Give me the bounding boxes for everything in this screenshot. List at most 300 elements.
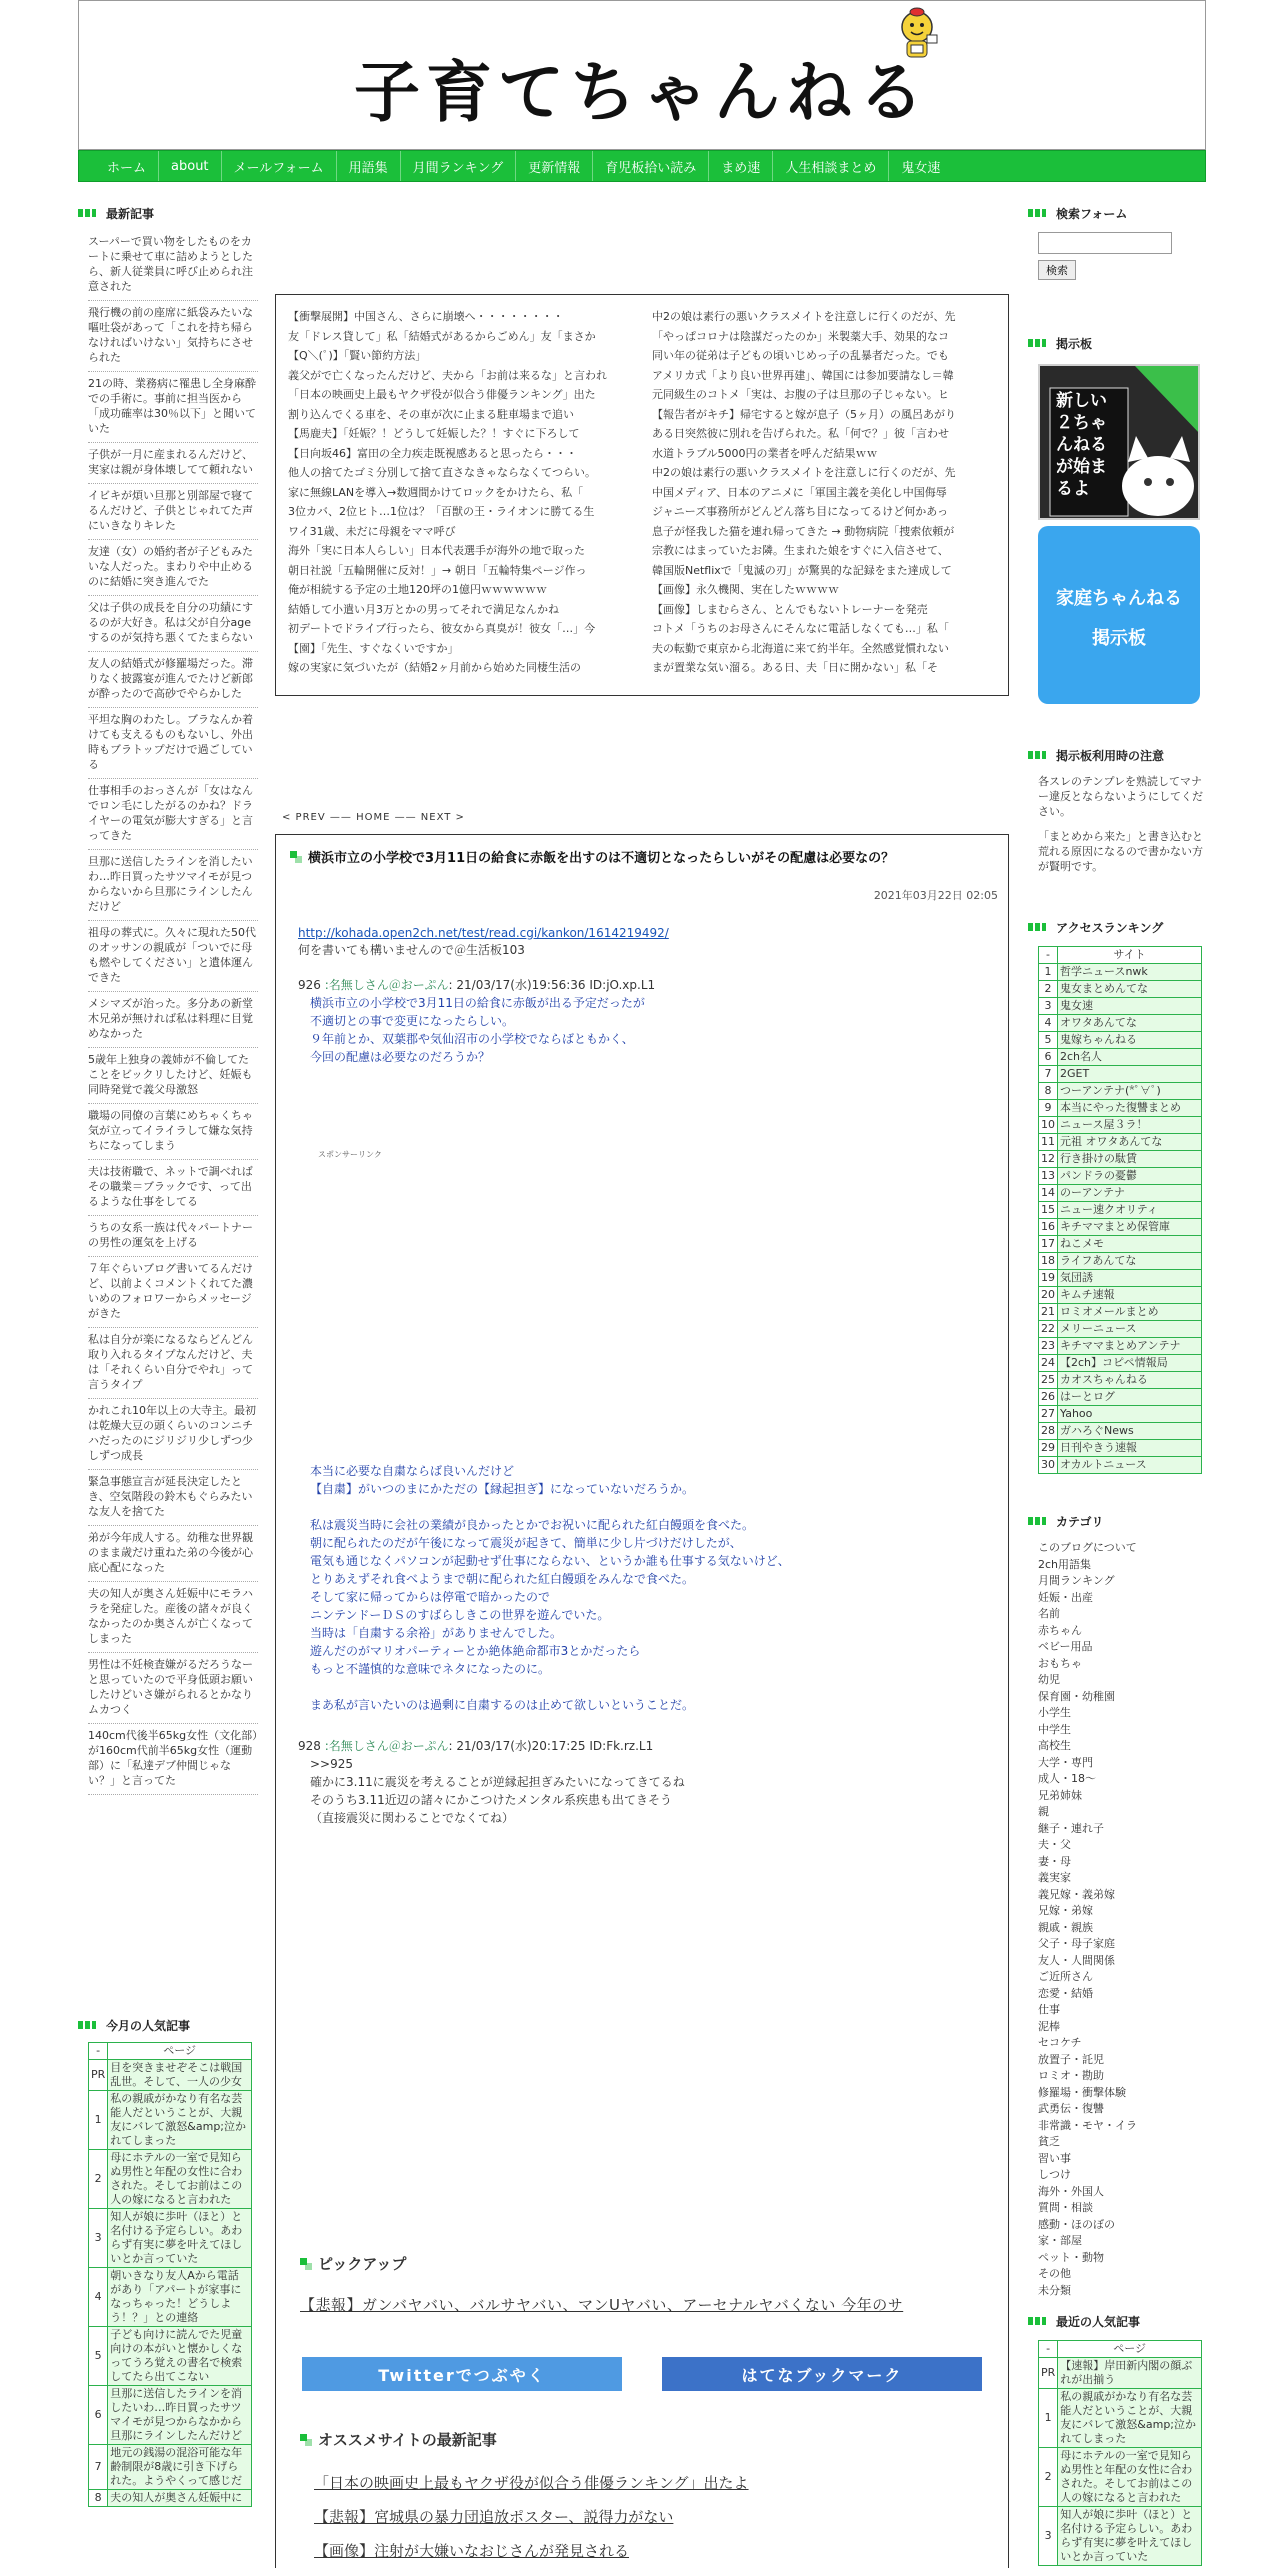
rank-link[interactable]: 気団誘 xyxy=(1058,1270,1202,1287)
notice-text-1: 各スレのテンプレを熟読してマナー違反とならないようにしてください。 xyxy=(1038,775,1203,818)
res-header xyxy=(298,977,988,994)
rss-item[interactable]: 義父がで亡くなったんだけど、夫から「お前は来るな」と言われ xyxy=(288,368,607,382)
category-section xyxy=(1028,1512,1206,2299)
res-line: 横浜市立の小学校で3月11日の給食に赤飯が出る予定だったが xyxy=(310,996,645,1010)
latest-article-link[interactable]: 友達（女）の婚約者が子どもみたいな人だった。まわりや中止めるのに結婚に突き進んでた xyxy=(88,540,258,596)
col-header: - xyxy=(1039,2341,1058,2358)
res-line: 本当に必要な自粛ならば良いんだけど xyxy=(310,1464,515,1478)
rank-link[interactable]: 知人が娘に歩叶（ほと）と名付ける予定らしい。あわらず有実に夢を叶えてほしいとか言っていた xyxy=(108,2209,252,2268)
table-row xyxy=(89,2209,252,2268)
category-link[interactable]: 泥棒 xyxy=(1038,2019,1060,2033)
category-list xyxy=(1038,1540,1206,2299)
rank-link[interactable]: 哲学ニュースnwk xyxy=(1058,964,1202,981)
category-link[interactable]: 家・部屋 xyxy=(1038,2234,1082,2247)
rank-link[interactable]: オワタあんてな xyxy=(1058,1015,1202,1032)
res-line: とりあえずそれ食べようまで朝に配られた紅白饅頭をみんなで食べた。 xyxy=(310,1572,695,1586)
table-row xyxy=(1039,2507,1202,2566)
table-row xyxy=(1039,1355,1202,1372)
category-link[interactable]: 武勇伝・復讐 xyxy=(1038,2102,1104,2115)
prev-link[interactable]: < PREV xyxy=(282,812,326,823)
nav-item[interactable]: 用語集 xyxy=(337,151,401,181)
rank-link[interactable]: ライフあんてな xyxy=(1058,1253,1202,1270)
section-bullet-icon xyxy=(1028,339,1046,347)
category-link[interactable]: しつけ xyxy=(1038,2168,1071,2181)
category-link[interactable]: ご近所さん xyxy=(1038,1970,1093,1983)
rank-number: 23 xyxy=(1039,1338,1058,1355)
latest-article-link[interactable]: ７年ぐらいブログ書いてるんだけど、以前よくコメントくれてた濃いめのフォロワーからメッセージがきた xyxy=(88,1257,258,1328)
res-meta: : 21/03/17(水)19:56:36 ID:jO.xp.L1 xyxy=(448,978,656,992)
latest-article-link[interactable]: 夫は技術職で、ネットで調べればその職業＝ブラックです、って出るような仕事をしてる xyxy=(88,1160,258,1216)
rss-item[interactable]: 朝日社説「五輪開催に反対！」→ 朝日「五輪特集ページ作っ xyxy=(288,563,587,577)
rss-item[interactable]: 水道トラブル5000円の業者を呼んだ結果ｗｗ xyxy=(652,446,878,460)
res-line xyxy=(310,1498,988,1516)
rss-item[interactable]: 中2の娘は素行の悪いクラスメイトを注意しに行くのだが、先 xyxy=(652,310,956,323)
article-body xyxy=(298,925,988,1827)
category-link[interactable]: 感動・ほのぼの xyxy=(1038,2217,1115,2231)
article xyxy=(275,834,1009,2568)
table-row xyxy=(1039,1440,1202,1457)
nav-item[interactable]: 育児板拾い読み xyxy=(593,151,709,181)
res-line: そして家に帰ってからは停電で暗かったので xyxy=(310,1590,551,1604)
section-bullet-icon xyxy=(1028,1517,1046,1525)
category-link[interactable]: 放置子・託児 xyxy=(1038,2052,1104,2066)
rank-number: 17 xyxy=(1039,1236,1058,1253)
latest-article-link[interactable]: 21の時、業務病に罹患し全身麻酔での手術に。事前に担当医から「成功確率は30％以下」と聞いていた xyxy=(88,372,258,443)
rank-link[interactable]: 2ch名人 xyxy=(1058,1049,1202,1066)
recent-popular-title: 最近の人気記事 xyxy=(1028,2312,1206,2330)
new-2ch-banner[interactable] xyxy=(1038,364,1200,520)
rank-number: 30 xyxy=(1039,1457,1058,1474)
rank-link[interactable]: 鬼嫁ちゃんねる xyxy=(1058,1032,1202,1049)
category-link[interactable]: 恋愛・結婚 xyxy=(1038,1986,1093,2000)
category-link[interactable]: 質問・相談 xyxy=(1038,2201,1093,2214)
rss-feed-box xyxy=(275,294,1009,696)
rank-link[interactable]: 私の親戚がかなり有名な芸能人だということが、大親友にバレて激怒&amp;泣かれてしまった xyxy=(108,2091,252,2150)
rss-item[interactable]: 【衝撃展開】中国さん、さらに崩壊へ・・・・・・・・ xyxy=(288,310,564,323)
table-row xyxy=(1039,2448,1202,2507)
rss-item[interactable]: 海外「実に日本人らしい」日本代表選手が海外の地で取った xyxy=(288,544,585,557)
rss-item[interactable]: 家に無線LANを導入→数週間かけてロックをかけたら、私「 xyxy=(288,485,584,499)
rank-link[interactable]: つーアンテナ(*ﾟ∀ﾟ) xyxy=(1058,1083,1202,1100)
nav-item[interactable]: メールフォーム xyxy=(222,151,337,181)
rss-item[interactable]: 割り込んでくる車を、その車が次に止まる駐車場まで追い xyxy=(288,407,574,421)
rank-link[interactable]: 私の親戚がかなり有名な芸能人だということが、大親友にバレて激怒&amp;泣かれてしまった xyxy=(1058,2389,1202,2448)
rank-link[interactable]: パンドラの憂鬱 xyxy=(1058,1168,1202,1185)
table-row xyxy=(1039,1253,1202,1270)
res-line: 電気も通じなくパソコンが起動せず仕事にならない、というか誰も仕事する気ないけど、 xyxy=(310,1554,790,1568)
rank-link[interactable]: 【2ch】コピペ情報局 xyxy=(1058,1355,1202,1372)
col-header: - xyxy=(1039,947,1058,964)
rank-number: 3 xyxy=(1039,2507,1058,2566)
rank-number: 20 xyxy=(1039,1287,1058,1304)
rank-number: 2 xyxy=(89,2150,108,2209)
table-row xyxy=(1039,1032,1202,1049)
rank-link[interactable]: 夫の知人が奥さん妊娠中に xyxy=(108,2490,252,2507)
latest-article-link[interactable]: 平坦な胸のわたし。ブラなんか着けても支えるものもないし、外出時もブラトップだけで過ごしている xyxy=(88,708,258,779)
rank-link[interactable]: キチママまとめ保管庫 xyxy=(1058,1219,1202,1236)
rank-link[interactable]: 母にホテルの一室で見知らぬ男性と年配の女性に合わされた。そしてお前はこの人の嫁になると言われた xyxy=(1058,2448,1202,2507)
category-link[interactable]: 親戚・親族 xyxy=(1038,1920,1093,1934)
latest-article-link[interactable]: 父は子供の成長を自分の功績にするのが大好き。私は父が自分ageするのが気持ち悪くてたまらない xyxy=(88,596,258,652)
table-row xyxy=(1039,1287,1202,1304)
latest-article-link[interactable]: 弟が今年成人する。幼稚な世界観のまま歳だけ重ねた弟の今後が心底心配になった xyxy=(88,1526,258,1582)
rank-link[interactable]: 目を突きませぞそこは戦国乱世。そして、一人の少女 xyxy=(108,2060,252,2091)
rss-item[interactable]: まが置業な気い溜る。ある日、夫「日に開かない」私「そ xyxy=(652,661,938,674)
rank-number: 19 xyxy=(1039,1270,1058,1287)
latest-article-link[interactable]: メシマズが治った。多分あの新堂木兄弟が無ければ私は料理に目覚めなかった xyxy=(88,992,258,1048)
col-header: ページ xyxy=(108,2043,252,2060)
table-row xyxy=(1039,964,1202,981)
recommended-link[interactable]: 【悲報】宮城県の暴力団追放ポスター、説得力がない xyxy=(314,2508,674,2526)
rank-number: 26 xyxy=(1039,1389,1058,1406)
res-meta: : 21/03/17(水)20:17:25 ID:Fk.rz.L1 xyxy=(448,1739,654,1753)
rss-item[interactable]: 中国メディア、日本のアニメに「軍国主義を美化し中国侮辱 xyxy=(652,485,947,499)
res-line: 【自粛】がいつのまにかただの【縁起担ぎ】になっていないだろうか。 xyxy=(310,1482,695,1496)
rank-number: 8 xyxy=(89,2490,108,2507)
section-bullet-icon xyxy=(300,2434,312,2446)
rank-number: PR xyxy=(1039,2358,1058,2389)
section-bullet-icon xyxy=(1028,2317,1046,2325)
rank-link[interactable]: 本当にやった復讐まとめ xyxy=(1058,1100,1202,1117)
rss-item[interactable]: 俺が相続する予定の土地120坪の1億円ｗｗｗｗｗｗ xyxy=(288,583,547,596)
latest-article-link[interactable]: イビキが煩い旦那と別部屋で寝てるんだけど、子供とじゃれてた声にいきなりキレた xyxy=(88,484,258,540)
category-link[interactable]: セコケチ xyxy=(1038,2036,1082,2049)
rank-number: 24 xyxy=(1039,1355,1058,1372)
table-row xyxy=(1039,998,1202,1015)
nav-item[interactable]: ホーム xyxy=(95,151,159,181)
rank-link[interactable]: ガハろぐNews xyxy=(1058,1423,1202,1440)
rank-link[interactable]: 2GET xyxy=(1058,1066,1202,1083)
res-number: 928 xyxy=(298,1739,321,1753)
rank-number: 5 xyxy=(1039,1032,1058,1049)
res-line: そのうち3.11近辺の諸々にかこつけたメンタル系疾患も出てきそう xyxy=(310,1793,673,1807)
rank-number: 6 xyxy=(89,2386,108,2445)
rank-link[interactable]: 子ども向けに読んでた児童向けの本がいと懐かしくなってうろ覚えの書名で検索してたら出てこない xyxy=(108,2327,252,2386)
latest-article-link[interactable]: 友人の結婚式が修羅場だった。滞りなく披露宴が進んでたけど新郎が酔ったので高砂でやらかした xyxy=(88,652,258,708)
category-link[interactable]: 義兄嫁・義弟嫁 xyxy=(1038,1887,1115,1901)
category-link[interactable]: 非常識・モヤ・イラ xyxy=(1038,2118,1137,2132)
res-line: 遊んだのがマリオパーティーとか絶体絶命都市3とかだったら xyxy=(310,1644,641,1658)
rank-number: 2 xyxy=(1039,981,1058,998)
res-body xyxy=(298,994,988,1066)
latest-article-link[interactable]: 仕事相手のおっさんが「女はなんでロン毛にしたがるのかね？ドライヤーの電気が膨大すぎる」と言ってきた xyxy=(88,779,258,850)
category-link[interactable]: 貧乏 xyxy=(1038,2135,1060,2148)
rank-number: 16 xyxy=(1039,1219,1058,1236)
category-link[interactable]: ロミオ・勘助 xyxy=(1038,2069,1104,2082)
search-title: 検索フォーム xyxy=(1028,204,1206,222)
rank-number: 6 xyxy=(1039,1049,1058,1066)
rank-number: 3 xyxy=(1039,998,1058,1015)
rss-item[interactable]: 3位カバ、2位ヒト…1位は？「百獣の王・ライオンに勝てる生 xyxy=(288,505,595,518)
rank-number: 1 xyxy=(1039,964,1058,981)
rss-item[interactable]: 「やっぱコロナは陰謀だったのか」米製薬大手、効果的なコ xyxy=(652,329,949,343)
left-sidebar xyxy=(78,204,258,1795)
rss-item[interactable]: 初デートでドライブ行ったら、彼女から真臭が！彼女「…」今 xyxy=(288,622,596,635)
category-link[interactable]: 夫・父 xyxy=(1038,1838,1071,1851)
search-input[interactable] xyxy=(1038,232,1172,254)
res-line xyxy=(310,1678,988,1696)
rank-link[interactable]: 鬼女まとめんてな xyxy=(1058,981,1202,998)
recommended-list xyxy=(300,2466,990,2568)
rss-item[interactable]: 宗教にはまっていたお隣。生まれた娘をすぐに入信させて、 xyxy=(652,544,949,557)
rank-link[interactable]: 鬼女速 xyxy=(1058,998,1202,1015)
latest-article-link[interactable]: 夫の知人が奥さん妊娠中にモラハラを発症した。産後の諸々が良くなかったのか奥さんが亡くなってしまった xyxy=(88,1582,258,1653)
rank-link[interactable]: キチママまとめアンテナ xyxy=(1058,1338,1202,1355)
category-link[interactable]: 妊娠・出産 xyxy=(1038,1590,1093,1604)
rss-item[interactable]: ある日突然彼に別れを告げられた。私「何で？」彼「言わせ xyxy=(652,427,949,440)
popular-title: 今月の人気記事 xyxy=(78,2016,258,2034)
res-line: （直接震災に関わることでなくてね） xyxy=(310,1811,515,1825)
rank-link[interactable]: 母にホテルの一室で見知らぬ男性と年配の女性に合わされた。そしてお前はこの人の嫁になると言われた xyxy=(108,2150,252,2209)
latest-article-link[interactable]: スーパーで買い物をしたものをカートに乗せて車に詰めようとしたら、新人従業員に呼び止められ注意された xyxy=(88,230,258,301)
category-link[interactable]: 未分類 xyxy=(1038,2283,1071,2297)
rss-item[interactable]: ワイ31歳、未だに母親をママ呼び xyxy=(288,524,456,538)
rank-number: 21 xyxy=(1039,1304,1058,1321)
rss-item[interactable]: コトメ「うちのお母さんにそんなに電話しなくても…」私「 xyxy=(652,622,949,635)
res-line: まあ私が言いたいのは過剰に自粛するのは止めて欲しいということだ。 xyxy=(310,1698,695,1712)
latest-article-link[interactable]: 140cm代後半65kg女性（文化部）が160cm代前半65kg女性（運動部）に「私達デブ仲間じゃない？」と言ってた xyxy=(88,1724,258,1795)
category-link[interactable]: 修羅場・衝撃体験 xyxy=(1038,2085,1126,2099)
latest-article-link[interactable]: 男性は不妊検査嫌がるだろうなーと思っていたので平身低頭お願いしたけどいさ嫌がられるとかなりムカつく xyxy=(88,1653,258,1724)
pager xyxy=(282,812,465,823)
search-button[interactable]: 検索 xyxy=(1038,260,1076,280)
pickup-link[interactable]: 【悲報】ガンバヤバい、バルサヤバい、マンUヤバい、アーセナルヤバくない 今年のサ xyxy=(300,2296,904,2314)
rss-item[interactable]: 同い年の従弟は子どもの頃いじめっ子の乱暴者だった。でも xyxy=(652,349,949,362)
table-row xyxy=(1039,1134,1202,1151)
rss-item[interactable]: 【Q＼(ﾟ)】「賢い節約方法」 xyxy=(288,349,427,362)
rank-link[interactable]: カオスちゃんねる xyxy=(1058,1372,1202,1389)
res-name: :名無しさん＠おーぷん xyxy=(324,978,449,992)
notice-title: 掲示板利用時の注意 xyxy=(1028,746,1206,764)
latest-article-link[interactable]: 5歳年上独身の義姉が不倫してたことをビックリしたけど、妊娠も同時発覚で義父母激怒 xyxy=(88,1048,258,1104)
rank-link[interactable]: キムチ速報 xyxy=(1058,1287,1202,1304)
access-ranking-table xyxy=(1038,946,1202,1474)
category-link[interactable]: 中学生 xyxy=(1038,1722,1071,1736)
next-link[interactable]: NEXT > xyxy=(420,812,465,823)
category-link[interactable]: ベビー用品 xyxy=(1038,1640,1093,1653)
recommended-link[interactable]: 「日本の映画史上最もヤクザ役が似合う俳優ランキング」出たよ xyxy=(314,2474,749,2492)
col-header: - xyxy=(89,2043,108,2060)
rank-number: 4 xyxy=(1039,1015,1058,1032)
rank-link[interactable]: 知人が娘に歩叶（ほと）と名付ける予定らしい。あわらず有実に夢を叶えてほしいとか言っていた xyxy=(1058,2507,1202,2566)
rss-item[interactable]: 友「ドレス貸して」私「結婚式があるからごめん」友「まさか xyxy=(288,329,596,343)
latest-article-link[interactable]: 私は自分が楽になるならどんどん取り入れるタイプなんだけど、夫は「それくらい自分でやれ」って言うタイプ xyxy=(88,1328,258,1399)
rank-link[interactable]: ニュー速クオリティ xyxy=(1058,1202,1202,1219)
latest-article-link[interactable]: 旦那に送信したラインを消したいわ…昨日買ったサツマイモが見つからないから旦那にラインしたんだけど xyxy=(88,850,258,921)
col-header: ページ xyxy=(1058,2341,1202,2358)
rss-item[interactable]: ジャニーズ事務所がどんどん落ち目になってるけど何かあっ xyxy=(652,505,949,518)
bbs-section xyxy=(1028,334,1206,352)
rank-link[interactable]: 旦那に送信したラインを消したいわ…昨日買ったサツマイモが見つからなかから旦那にラインしたんだけど xyxy=(108,2386,252,2445)
category-link[interactable]: 幼児 xyxy=(1038,1673,1060,1686)
latest-article-link[interactable]: 飛行機の前の座席に紙袋みたいな嘔吐袋があって「これを持ち帰らなければいけない」気持ちにさせられた xyxy=(88,301,258,372)
rss-item[interactable]: アメリカ式「より良い世界再建」、韓国には参加要請なし＝韓 xyxy=(652,368,954,382)
res-line: もっと不謹慎的な意味でネタになったのに。 xyxy=(310,1662,551,1676)
rss-item[interactable]: 【日向坂46】富田の全力疾走既視感あると思ったら・・・ xyxy=(288,446,577,460)
category-link[interactable]: 継子・連れ子 xyxy=(1038,1821,1104,1835)
latest-article-link[interactable]: 職場の同僚の言葉にめちゃくちゃ気が立ってイライラして嫌な気持ちになってしまう xyxy=(88,1104,258,1160)
rank-number: 12 xyxy=(1039,1151,1058,1168)
rank-number: 18 xyxy=(1039,1253,1058,1270)
table-row xyxy=(1039,1304,1202,1321)
table-row xyxy=(1039,1185,1202,1202)
res-line: ニンテンドーＤＳのすばらしきこの世界を遊んでいた。 xyxy=(310,1608,610,1622)
res-body-continued xyxy=(298,1462,988,1714)
table-row xyxy=(1039,1389,1202,1406)
category-link[interactable]: 大学・専門 xyxy=(1038,1755,1093,1769)
rank-link[interactable]: 日刊やきう速報 xyxy=(1058,1440,1202,1457)
col-header: サイト xyxy=(1058,947,1202,964)
category-link[interactable]: ペット・動物 xyxy=(1038,2250,1104,2264)
table-row xyxy=(1039,1423,1202,1440)
home-link[interactable]: HOME xyxy=(356,812,391,823)
rss-item[interactable]: 息子が怪我した猫を連れ帰ってきた → 動物病院「捜索依頼が xyxy=(652,524,955,538)
source-link[interactable]: http://kohada.open2ch.net/test/read.cgi/kankon/1614219492/ xyxy=(298,926,669,940)
notice-text-2: 「まとめから来た」と書き込むと荒れる原因になるので書かない方が賢明です。 xyxy=(1038,830,1203,873)
twitter-share-button[interactable]: Twitterでつぶやく xyxy=(302,2357,622,2391)
rank-number: 28 xyxy=(1039,1423,1058,1440)
category-link[interactable]: 妻・母 xyxy=(1038,1854,1071,1868)
rank-link[interactable]: 地元の銭湯の混浴可能な年齢制限が8歳に引き下げられた。ようやくって感じだ xyxy=(108,2445,252,2490)
site-logo[interactable]: 子育てちゃんねる xyxy=(354,53,930,131)
category-link[interactable]: おもちゃ xyxy=(1038,1656,1082,1670)
rank-number: 2 xyxy=(1039,2448,1058,2507)
category-link[interactable]: 海外・外国人 xyxy=(1038,2184,1104,2198)
nav-item[interactable]: 鬼女速 xyxy=(901,160,941,176)
rank-number: 29 xyxy=(1039,1440,1058,1457)
recommended-link[interactable]: 【画像】注射が大嫌いなおじさんが発見される xyxy=(314,2542,630,2560)
rss-item[interactable]: 夫の転勤で東京から北海道に来て約半年。全然感覚慣れない xyxy=(652,641,949,655)
bbs2-line2: 掲示板 xyxy=(1092,628,1146,649)
bbs-title: 掲示板 xyxy=(1028,334,1206,352)
latest-list xyxy=(88,230,258,1795)
rank-link[interactable]: ねこメモ xyxy=(1058,1236,1202,1253)
rank-link[interactable]: 元祖 オワタあんてな xyxy=(1058,1134,1202,1151)
latest-article-link[interactable]: 祖母の葬式に。久々に現れた50代のオッサンの親戚が「ついでに母も燃やしてください」と遺体運んできた xyxy=(88,921,258,992)
table-row xyxy=(1039,1015,1202,1032)
rank-number: 13 xyxy=(1039,1168,1058,1185)
rss-item[interactable]: 【馬鹿夫】「妊娠？！どうして妊娠した？！すぐに下ろして xyxy=(288,427,580,440)
section-bullet-icon xyxy=(78,209,96,217)
table-row xyxy=(89,2060,252,2091)
rank-link[interactable]: ロミオメールまとめ xyxy=(1058,1304,1202,1321)
table-row xyxy=(89,2150,252,2209)
category-link[interactable]: 高校生 xyxy=(1038,1739,1071,1752)
latest-article-link[interactable]: かれこれ10年以上の大寺主。最初は乾燥大豆の頭くらいのコンニチハだったのにジリジリ少しずつ少しずつ成長 xyxy=(88,1399,258,1470)
rank-number: 7 xyxy=(1039,1066,1058,1083)
rank-link[interactable]: はーとログ xyxy=(1058,1389,1202,1406)
res-line: 確かに3.11に震災を考えることが逆縁起担ぎみたいになってきてるね xyxy=(310,1775,685,1789)
category-link[interactable]: 習い事 xyxy=(1038,2151,1071,2165)
table-row xyxy=(1039,1219,1202,1236)
category-link[interactable]: 保育園・幼稚園 xyxy=(1038,1689,1115,1703)
latest-article-link[interactable]: うちの女系一族は代々パートナーの男性の運気を上げる xyxy=(88,1216,258,1257)
category-link[interactable]: 赤ちゃん xyxy=(1038,1623,1082,1637)
katei-bbs-banner[interactable] xyxy=(1038,526,1200,704)
category-link[interactable]: 友人・人間関係 xyxy=(1038,1953,1115,1967)
table-row xyxy=(1039,1151,1202,1168)
rank-number: 11 xyxy=(1039,1134,1058,1151)
latest-article-link[interactable]: 子供が一月に産まれるんだけど、実家は親が身体壊してて頼れない xyxy=(88,443,258,484)
table-row xyxy=(1039,1321,1202,1338)
res-number: 926 xyxy=(298,978,321,992)
rank-link[interactable]: 【速報】岸田新内閣の顔ぶれが出揃う xyxy=(1058,2358,1202,2389)
rank-link[interactable]: のーアンテナ xyxy=(1058,1185,1202,1202)
table-row xyxy=(1039,1168,1202,1185)
res-line: 今回の配慮は必要なのだろうか？ xyxy=(310,1050,491,1064)
recent-popular-section xyxy=(1028,2312,1206,2566)
pager-divider: —— xyxy=(329,812,357,823)
rss-item[interactable]: 中2の娘は素行の悪いクラスメイトを注意しに行くのだが、先 xyxy=(652,466,956,479)
rss-item[interactable]: 【画像】永久機関、実在したｗｗｗｗ xyxy=(652,583,839,596)
category-link[interactable]: 小学生 xyxy=(1038,1706,1071,1719)
category-link[interactable]: 父子・母子家庭 xyxy=(1038,1937,1115,1950)
bbs2-line1: 家庭ちゃんねる xyxy=(1056,588,1182,609)
category-link[interactable]: 月間ランキング xyxy=(1038,1574,1115,1587)
rss-item[interactable]: 【画像】しまむらさん、とんでもないトレーナーを発売 xyxy=(652,602,928,616)
rss-item[interactable]: 他人の捨てたゴミ分別して捨て直さなきゃならなくてつらい。 xyxy=(288,466,596,479)
pickup-section xyxy=(300,2253,990,2315)
category-link[interactable]: 兄弟姉妹 xyxy=(1038,1788,1082,1802)
global-nav xyxy=(78,150,1206,182)
rss-item[interactable]: 【報告者がキチ】帰宅すると嫁が息子（5ヶ月）の風呂あがり xyxy=(652,407,956,421)
nav-item[interactable]: 更新情報 xyxy=(516,151,593,181)
rank-link[interactable]: メリーニュース xyxy=(1058,1321,1202,1338)
category-link[interactable]: その他 xyxy=(1038,2267,1071,2280)
rank-link[interactable]: 行き掛けの駄賃 xyxy=(1058,1151,1202,1168)
nav-item[interactable]: 月間ランキング xyxy=(401,151,517,181)
rss-item[interactable]: 【園】「先生、すぐなくいですか」 xyxy=(288,641,459,655)
rank-number: 3 xyxy=(89,2209,108,2268)
nav-item[interactable]: 人生相談まとめ xyxy=(773,151,889,181)
category-link[interactable]: 義実家 xyxy=(1038,1871,1071,1884)
nav-item[interactable]: about xyxy=(159,151,222,181)
rss-item[interactable]: 元同級生のコトメ「実は、お腹の子は旦那の子じゃない。ヒ xyxy=(652,388,949,401)
latest-article-link[interactable]: 緊急事態宣言が延長決定したとき、空気階段の鈴木もぐらみたいな友人を捨てた xyxy=(88,1470,258,1526)
recent-popular-table xyxy=(1038,2340,1202,2566)
category-link[interactable]: 親 xyxy=(1038,1805,1049,1818)
access-ranking-title: アクセスランキング xyxy=(1028,918,1206,936)
title-bullet-icon xyxy=(290,851,302,863)
rss-item[interactable]: 韓国版Netflixで「鬼滅の刃」が驚異的な記録をまた達成して xyxy=(652,563,952,577)
popular-table xyxy=(88,2042,252,2507)
category-link[interactable]: 2ch用語集 xyxy=(1038,1557,1092,1571)
rank-number: 1 xyxy=(1039,2389,1058,2448)
table-row xyxy=(1039,1457,1202,1474)
category-link[interactable]: このブログについて xyxy=(1038,1541,1137,1554)
category-link[interactable]: 兄嫁・弟嫁 xyxy=(1038,1904,1093,1917)
category-link[interactable]: 名前 xyxy=(1038,1607,1060,1620)
nav-item[interactable]: まめ速 xyxy=(709,151,773,181)
section-bullet-icon xyxy=(1028,751,1046,759)
access-ranking-section xyxy=(1028,918,1206,1474)
table-row xyxy=(1039,2358,1202,2389)
rank-link[interactable]: オカルトニュース xyxy=(1058,1457,1202,1474)
rank-link[interactable]: ニュース屋３ラ！ xyxy=(1058,1117,1202,1134)
rank-link[interactable]: Yahoo xyxy=(1058,1406,1202,1423)
article-title[interactable]: 横浜市立の小学校で3月11日の給食に赤飯を出すのは不適切となったらしいがその配慮は必要なの？ xyxy=(290,847,894,866)
category-link[interactable]: 仕事 xyxy=(1038,2003,1060,2016)
rss-item[interactable]: 結婚して小遣い月3万とかの男ってそれで満足なんかね xyxy=(288,602,559,616)
table-row xyxy=(89,2268,252,2327)
article-date: 2021年03月22日 02:05 xyxy=(873,889,998,902)
hatena-bookmark-button[interactable]: はてなブックマーク xyxy=(662,2357,982,2391)
res-line: ９年前とか、双葉郡や気仙沼市の小学校でならばともかく、 xyxy=(310,1032,634,1046)
rss-item[interactable]: 嫁の実家に気づいたが（結婚2ヶ月前から始めた同棲生活の xyxy=(288,661,581,674)
category-link[interactable]: 成人・18～ xyxy=(1038,1772,1096,1785)
rank-link[interactable]: 朝いきなり友人Aから電話があり「アパートが家事になっちゃった！どうしよう！？」との連絡 xyxy=(108,2268,252,2327)
rss-item[interactable]: 「日本の映画史上最もヤクザ役が似合う俳優ランキング」出た xyxy=(288,388,596,401)
